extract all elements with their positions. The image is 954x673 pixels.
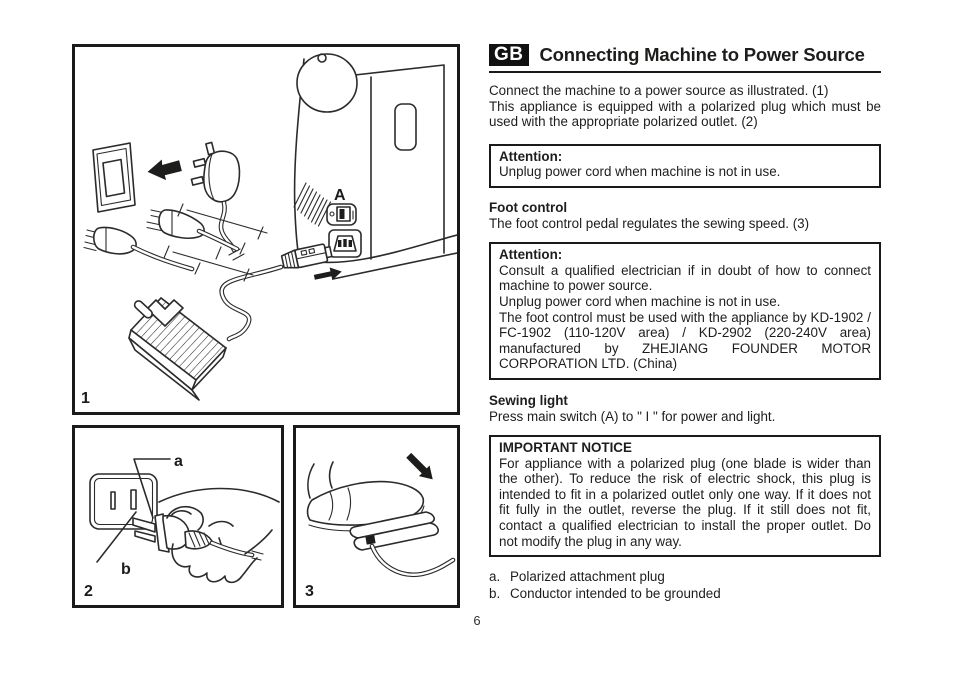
legend-text-a: Polarized attachment plug [510, 569, 665, 585]
important-notice-title: IMPORTANT NOTICE [499, 440, 632, 456]
attention-box-electrician [489, 242, 881, 380]
figure-number: 2 [84, 583, 93, 600]
attention-paragraph-3: The foot control must be used with the appliance by KD-1902 / FC-1902 (110-120V area) / KD-2902 (220-240V area) manufactured by ZHEJIANG FOUNDER MOTOR CORPORATION LTD. (China) [499, 309, 871, 372]
legend-label-a: a. [489, 569, 501, 585]
pointer-label-a: a [174, 453, 183, 470]
uk-plug [191, 142, 244, 260]
foot-control-heading: Foot control [489, 199, 568, 215]
attention-title: Attention: [499, 247, 563, 263]
attention-body: Unplug power cord when machine is not in use. [499, 164, 781, 180]
arrow-to-outlet-icon [146, 157, 183, 183]
legend [489, 569, 881, 603]
sewing-light-heading: Sewing light [489, 392, 568, 408]
sewing-light-body: Press main switch (A) to " I " for power and light. [489, 408, 776, 424]
foot-pedal [350, 512, 438, 550]
wall-outlet [93, 143, 135, 212]
cord-connector-plug [281, 243, 333, 271]
figure-number: 3 [305, 583, 314, 600]
foot-control-section [489, 200, 881, 231]
important-notice-box [489, 435, 881, 557]
legend-item-b [489, 586, 881, 603]
figure-1-power-connection [72, 44, 460, 415]
polarized-plug-illustration [75, 428, 281, 605]
foot-pedal [129, 298, 226, 400]
vent-grille [294, 183, 331, 226]
foot-control-body: The foot control pedal regulates the sewing speed. (3) [489, 215, 810, 231]
attention-title: Attention: [499, 148, 563, 164]
legend-text-b: Conductor intended to be grounded [510, 586, 721, 602]
handwheel [297, 54, 357, 112]
sewing-light-section [489, 393, 881, 424]
pedal-cord [222, 267, 281, 339]
power-switch [327, 204, 356, 225]
us-plug [147, 210, 245, 254]
text-column [489, 44, 881, 603]
attention-paragraph-2: Unplug power cord when machine is not in use. [499, 293, 781, 309]
attention-paragraph-1: Consult a qualified electrician if in doubt of how to connect machine to power source. [499, 262, 871, 294]
cord-socket [365, 535, 375, 544]
pointer-line-b [97, 512, 136, 562]
legend-label-b: b. [489, 586, 501, 602]
arrow-to-inlet-icon [313, 265, 343, 284]
press-down-arrow-icon [403, 450, 438, 485]
foot-control-illustration [296, 428, 457, 605]
pointer-label-b: b [121, 561, 131, 578]
section-header [489, 44, 881, 73]
pedal-cord [372, 546, 453, 575]
power-inlet-socket [329, 230, 361, 257]
intro-line-2: This appliance is equipped with a polarized plug which must be used with the appropriate polarized outlet. (2) [489, 98, 881, 130]
figure-2-polarized-plug [72, 425, 284, 608]
figure-number: 1 [81, 390, 90, 407]
intro-paragraph [489, 83, 881, 130]
page-number: 6 [473, 613, 481, 628]
power-connection-illustration [75, 47, 457, 412]
attention-box-unplug [489, 144, 881, 188]
intro-line-1: Connect the machine to a power source as illustrated. (1) [489, 83, 829, 98]
switch-label: A [334, 187, 346, 204]
language-badge: GB [489, 44, 529, 66]
figure-3-foot-control [293, 425, 460, 608]
page-title: Connecting Machine to Power Source [539, 44, 865, 65]
legend-item-a [489, 569, 881, 586]
important-notice-body: For appliance with a polarized plug (one blade is wider than the other). To reduce the risk of electric shock, this plug is intended to fit in a polarized outlet only one way. If it does not fit fully in the outlet, reverse the plug. If it still does not fit, contact a qualified electrician to install the proper outlet. Do not modify the plug in any way. [499, 455, 871, 549]
